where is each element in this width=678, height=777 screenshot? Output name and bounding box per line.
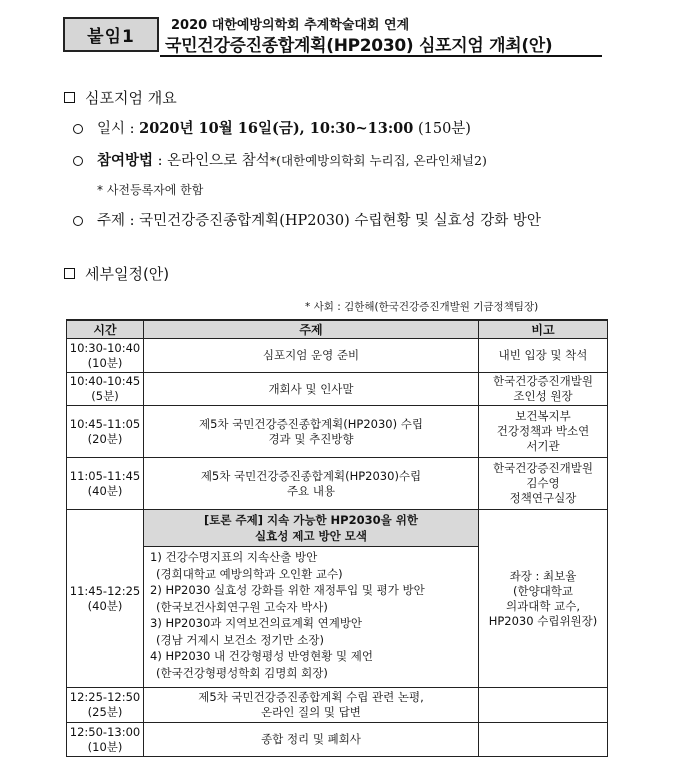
topic-cell: 제5차 국민건강증진종합계획(HP2030) 수립 경과 및 추진방향 bbox=[144, 406, 479, 458]
overview-method: 참여방법 : 온라인으로 참석*(대한예방의학회 누리집, 온라인채널2) bbox=[73, 149, 487, 170]
table-row bbox=[67, 373, 608, 406]
discussion-list bbox=[146, 549, 476, 681]
column-header-topic: 주제 bbox=[144, 320, 479, 339]
date-duration: (150분) bbox=[417, 121, 471, 137]
topic-cell: 개회사 및 인사말 bbox=[144, 373, 479, 406]
list-item: (경남 거제시 보건소 정기만 소장) bbox=[156, 632, 325, 647]
table-header-row bbox=[67, 320, 608, 339]
list-item: (한국보건사회연구원 고숙자 박사) bbox=[156, 599, 328, 614]
date-value: 2020년 10월 16일(금), 10:30~13:00 bbox=[139, 120, 414, 137]
section-overview-heading: 심포지엄 개요 bbox=[85, 89, 177, 107]
table-row bbox=[67, 339, 608, 373]
topic-cell: 제5차 국민건강증진종합계획(HP2030)수립 주요 내용 bbox=[144, 458, 479, 510]
remarks-cell: 한국건강증진개발원 조인성 원장 bbox=[479, 373, 608, 406]
table-row bbox=[67, 458, 608, 510]
remarks-cell: 한국건강증진개발원 김수영 정책연구실장 bbox=[479, 458, 608, 510]
time-cell: 11:05-11:45 (40분) bbox=[67, 458, 144, 510]
list-item: 4) HP2030 내 건강형평성 반영현황 및 제언 bbox=[150, 649, 374, 663]
table-row bbox=[67, 723, 608, 757]
method-value: 온라인으로 참석 bbox=[167, 153, 270, 169]
time-cell: 10:45-11:05 (20분) bbox=[67, 406, 144, 458]
document-subtitle: 2020 대한예방의학회 추계학술대회 연계 bbox=[171, 18, 410, 33]
remarks-cell bbox=[479, 723, 608, 757]
registration-note: * 사전등록자에 한함 bbox=[97, 183, 204, 197]
list-item: (경희대학교 예방의학과 오인환 교수) bbox=[156, 566, 343, 581]
topic-value: 국민건강증진종합계획(HP2030) 수립현황 및 실효성 강화 방안 bbox=[139, 213, 541, 229]
section-schedule bbox=[64, 263, 169, 284]
list-item: (한국건강형평성학회 김명희 회장) bbox=[156, 665, 328, 680]
time-cell: 10:30-10:40 (10분) bbox=[67, 339, 144, 373]
circle-bullet-icon bbox=[73, 216, 83, 226]
circle-bullet-icon bbox=[73, 124, 83, 134]
time-cell: 12:25-12:50 (25분) bbox=[67, 688, 144, 723]
checkbox-square-icon bbox=[64, 268, 75, 279]
method-detail: *(대한예방의학회 누리집, 온라인채널2) bbox=[269, 153, 487, 168]
list-item: 1) 건강수명지표의 지속산출 방안 bbox=[150, 550, 318, 564]
topic-label: 주제 bbox=[97, 213, 126, 229]
document-title: 국민건강증진종합계획(HP2030) 심포지엄 개최(안) bbox=[165, 36, 553, 56]
attachment-badge: 붙임1 bbox=[63, 17, 159, 52]
table-row bbox=[67, 406, 608, 458]
topic-cell: 제5차 국민건강증진종합계획 수립 관련 논평, 온라인 질의 및 답변 bbox=[144, 688, 479, 723]
time-cell: 11:45-12:25 (40분) bbox=[67, 510, 144, 688]
column-header-remarks: 비고 bbox=[479, 320, 608, 339]
time-cell: 12:50-13:00 (10분) bbox=[67, 723, 144, 757]
time-cell: 10:40-10:45 (5분) bbox=[67, 373, 144, 406]
discussion-topic-cell bbox=[144, 510, 479, 688]
section-overview bbox=[64, 87, 177, 108]
remarks-cell-chair: 좌장 : 최보율 (한양대학교 의과대학 교수, HP2030 수립위원장) bbox=[479, 510, 608, 688]
remarks-cell: 내빈 입장 및 착석 bbox=[479, 339, 608, 373]
moderator-note: * 사회 : 김한해(한국건강증진개발원 기금정책팀장) bbox=[305, 301, 539, 313]
checkbox-square-icon bbox=[64, 92, 75, 103]
schedule-table bbox=[66, 319, 608, 757]
discussion-heading: [토론 주제] 지속 가능한 HP2030을 위한 실효성 제고 방안 모색 bbox=[144, 510, 478, 547]
topic-cell: 심포지엄 운영 준비 bbox=[144, 339, 479, 373]
remarks-cell: 보건복지부 건강정책과 박소연 서기관 bbox=[479, 406, 608, 458]
title-underline bbox=[160, 55, 602, 57]
overview-date: 일시 : 2020년 10월 16일(금), 10:30~13:00 (150분) bbox=[73, 117, 471, 138]
circle-bullet-icon bbox=[73, 156, 83, 166]
date-label: 일시 bbox=[97, 121, 126, 137]
table-row-discussion bbox=[67, 510, 608, 688]
remarks-cell bbox=[479, 688, 608, 723]
list-item: 3) HP2030과 지역보건의료계획 연계방안 bbox=[150, 616, 363, 630]
table-row bbox=[67, 688, 608, 723]
section-schedule-heading: 세부일정(안) bbox=[85, 265, 170, 283]
overview-topic: 주제 : 국민건강증진종합계획(HP2030) 수립현황 및 실효성 강화 방안 bbox=[73, 209, 541, 230]
topic-cell: 종합 정리 및 폐회사 bbox=[144, 723, 479, 757]
column-header-time: 시간 bbox=[67, 320, 144, 339]
method-label: 참여방법 bbox=[97, 152, 154, 169]
list-item: 2) HP2030 실효성 강화를 위한 재정투입 및 평가 방안 bbox=[150, 583, 425, 597]
